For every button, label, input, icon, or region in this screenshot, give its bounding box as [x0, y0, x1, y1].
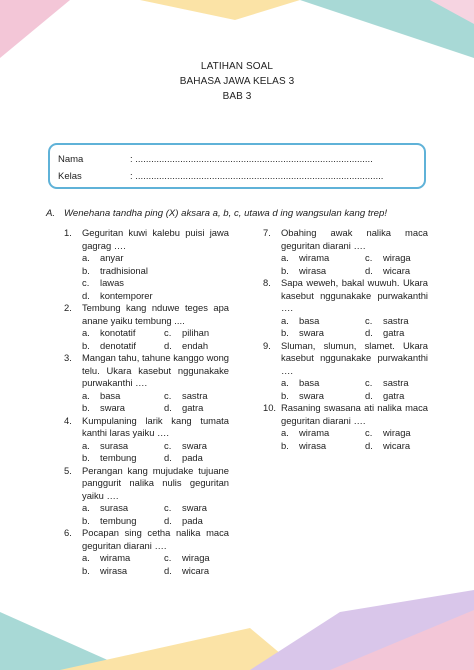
section-letter: A.	[46, 208, 56, 219]
option-row	[82, 340, 229, 353]
option-text: denotatif	[100, 339, 136, 351]
answer-option[interactable]	[365, 265, 410, 278]
page-title: LATIHAN SOAL	[200, 61, 274, 72]
answer-option[interactable]	[82, 277, 229, 290]
option-text: gatra	[383, 389, 405, 401]
option-letter: b.	[82, 564, 90, 576]
option-letter: b.	[82, 264, 90, 276]
option-text: swara	[182, 502, 208, 513]
option-letter: c.	[365, 377, 373, 388]
option-letter: a.	[82, 389, 90, 401]
option-letter: c.	[164, 502, 172, 513]
option-text: gatra	[383, 327, 405, 338]
option-text: wirasa	[299, 439, 327, 451]
question-number: 8.	[263, 277, 271, 288]
option-letter: d.	[82, 289, 90, 301]
option-letter: b.	[82, 514, 90, 526]
option-letter: b.	[281, 264, 289, 276]
option-row	[281, 252, 428, 265]
option-text: basa	[299, 314, 320, 326]
option-letter: d.	[164, 339, 172, 351]
answer-option[interactable]	[164, 552, 210, 565]
option-text: gatra	[182, 402, 204, 413]
option-text: swara	[299, 389, 325, 401]
answer-option[interactable]	[164, 452, 203, 465]
question-number: 5.	[64, 464, 72, 476]
option-letter: b.	[281, 389, 289, 401]
option-text: sastra	[383, 314, 409, 326]
option-letter: c.	[164, 327, 172, 338]
question-item	[64, 415, 229, 465]
option-text: sastra	[383, 377, 409, 388]
option-text: pilihan	[182, 327, 210, 338]
class-field[interactable]: : ..............................................................................................	[130, 171, 384, 182]
option-letter: c.	[365, 427, 373, 438]
option-text: swara	[100, 402, 126, 413]
question-number: 4.	[64, 414, 72, 426]
option-text: basa	[299, 377, 320, 388]
option-letter: c.	[82, 277, 90, 288]
answer-option[interactable]	[164, 440, 207, 453]
option-row	[281, 440, 428, 453]
question-number: 1.	[64, 227, 72, 238]
answer-option[interactable]	[164, 340, 208, 353]
answer-option[interactable]	[82, 290, 229, 303]
question-item	[263, 277, 428, 340]
answer-option[interactable]	[82, 552, 164, 565]
option-text: pada	[182, 452, 203, 463]
option-letter: b.	[82, 402, 90, 413]
option-letter: a.	[281, 377, 289, 388]
answer-option[interactable]	[82, 440, 164, 453]
answer-option[interactable]	[365, 327, 404, 340]
answer-option[interactable]	[82, 502, 164, 515]
questions-column-right	[263, 227, 428, 452]
option-letter: d.	[365, 389, 373, 401]
answer-option[interactable]	[365, 440, 410, 453]
option-letter: d.	[365, 439, 373, 451]
option-text: surasa	[100, 502, 129, 513]
option-letter: d.	[365, 264, 373, 276]
answer-option[interactable]	[164, 390, 208, 403]
question-item	[64, 465, 229, 528]
option-letter: a.	[281, 427, 289, 438]
option-text: endah	[182, 339, 209, 351]
question-item	[263, 340, 428, 403]
option-text: tradhisional	[100, 264, 148, 276]
option-text: swara	[182, 439, 208, 451]
question-item	[263, 402, 428, 452]
option-text: swara	[299, 327, 325, 338]
option-letter: b.	[82, 452, 90, 463]
page-subtitle: BAHASA JAWA KELAS 3	[179, 76, 295, 87]
option-row	[82, 502, 229, 515]
question-text: Kumpulaning larik kang tumata kanthi laras yaiku ….	[82, 414, 229, 438]
option-letter: d.	[164, 402, 172, 413]
answer-option[interactable]	[281, 427, 365, 440]
option-text: kontemporer	[100, 289, 153, 301]
answer-option[interactable]	[281, 327, 365, 340]
option-text: wicara	[383, 264, 411, 276]
option-text: wirasa	[100, 564, 128, 576]
option-text: wicara	[383, 439, 411, 451]
option-letter: d.	[164, 452, 172, 463]
answer-option[interactable]	[82, 390, 164, 403]
question-item	[64, 227, 229, 302]
question-text: Tembung kang nduwe teges apa anane yaiku tembung ....	[82, 302, 229, 326]
option-letter: a.	[82, 327, 90, 338]
question-text: Mangan tahu, tahune kanggo wong telu. Ukara kasebut nggunakake purwakanthi ….	[82, 352, 229, 388]
option-text: wiraga	[182, 552, 210, 563]
option-letter: c.	[164, 552, 172, 563]
answer-option[interactable]	[82, 565, 164, 578]
question-text: Rasaning swasana ati nalika maca geguritan diarani ….	[281, 402, 428, 426]
identity-box	[48, 143, 426, 189]
page-chapter: BAB 3	[222, 91, 252, 102]
option-text: konotatif	[100, 327, 136, 338]
answer-option[interactable]	[82, 340, 164, 353]
question-number: 7.	[263, 227, 271, 238]
question-item	[64, 302, 229, 352]
answer-option[interactable]	[164, 565, 209, 578]
question-text: Geguritan kuwi kalebu puisi jawa gagrag ….	[82, 227, 229, 251]
answer-option[interactable]	[365, 427, 411, 440]
option-letter: a.	[281, 252, 289, 263]
option-letter: c.	[164, 439, 172, 451]
option-text: pada	[182, 514, 203, 526]
answer-option[interactable]	[365, 390, 404, 403]
option-row	[281, 427, 428, 440]
answer-option[interactable]	[281, 390, 365, 403]
question-number: 10.	[263, 402, 277, 413]
option-text: tembung	[100, 452, 137, 463]
option-text: sastra	[182, 389, 208, 401]
option-text: wirama	[100, 552, 131, 563]
option-text: tembung	[100, 514, 137, 526]
answer-option[interactable]	[82, 265, 229, 278]
option-letter: d.	[164, 514, 172, 526]
option-letter: b.	[281, 327, 289, 338]
question-text: Pocapan sing cetha nalika maca geguritan diarani ….	[82, 527, 229, 551]
option-text: lawas	[100, 277, 124, 288]
option-letter: b.	[281, 439, 289, 451]
option-letter: b.	[82, 339, 90, 351]
option-row	[82, 565, 229, 578]
question-item	[64, 352, 229, 415]
answer-option[interactable]	[281, 377, 365, 390]
option-text: wiraga	[383, 252, 411, 263]
option-row	[281, 327, 428, 340]
option-letter: a.	[82, 252, 90, 263]
question-number: 2.	[64, 302, 72, 313]
option-letter: c.	[365, 252, 373, 263]
option-text: basa	[100, 389, 121, 401]
question-item	[64, 527, 229, 577]
option-row	[82, 515, 229, 528]
option-row	[82, 452, 229, 465]
answer-option[interactable]	[82, 515, 164, 528]
option-text: surasa	[100, 439, 129, 451]
question-text: Perangan kang mujudake tujuane panggurit nalika nulis geguritan yaiku ….	[82, 464, 229, 501]
answer-option[interactable]	[365, 252, 411, 265]
answer-option[interactable]	[164, 515, 203, 528]
questions-column-left	[64, 227, 229, 577]
answer-option[interactable]	[281, 265, 365, 278]
answer-option[interactable]	[82, 252, 229, 265]
answer-option[interactable]	[281, 315, 365, 328]
question-number: 9.	[263, 339, 271, 351]
question-item	[263, 227, 428, 277]
name-label: Nama	[58, 154, 84, 165]
option-row	[82, 327, 229, 340]
option-row	[82, 390, 229, 403]
option-row	[82, 552, 229, 565]
section-instruction	[46, 208, 446, 219]
answer-option[interactable]	[82, 327, 164, 340]
question-text: Sapa weweh, bakal wuwuh. Ukara kasebut nggunakake purwakanthi ….	[281, 277, 428, 313]
answer-option[interactable]	[164, 327, 209, 340]
question-number: 6.	[64, 527, 72, 538]
option-letter: a.	[281, 314, 289, 326]
option-row	[82, 440, 229, 453]
option-letter: a.	[82, 439, 90, 451]
instruction-text: Wenehana tandha ping (X) aksara a, b, c, utawa d ing wangsulan kang trep!	[64, 208, 388, 219]
option-text: anyar	[100, 252, 124, 263]
option-text: wicara	[182, 564, 210, 576]
option-row	[281, 265, 428, 278]
answer-option[interactable]	[281, 252, 365, 265]
answer-option[interactable]	[281, 440, 365, 453]
answer-option[interactable]	[164, 402, 203, 415]
class-label: Kelas	[58, 171, 82, 182]
option-row	[281, 315, 428, 328]
question-text: Obahing awak nalika maca geguritan diarani ….	[281, 227, 428, 251]
option-text: wiraga	[383, 427, 411, 438]
option-letter: a.	[82, 552, 90, 563]
answer-option[interactable]	[365, 315, 409, 328]
question-text: Sluman, slumun, slamet. Ukara kasebut nggunakake purwakanthi ….	[281, 339, 428, 376]
option-letter: d.	[164, 564, 172, 576]
option-text: wirama	[299, 427, 330, 438]
answer-option[interactable]	[82, 402, 164, 415]
option-row	[281, 390, 428, 403]
answer-option[interactable]	[365, 377, 409, 390]
option-text: wirasa	[299, 264, 327, 276]
answer-option[interactable]	[164, 502, 207, 515]
name-field[interactable]: : ..........................................................................................	[130, 154, 373, 165]
question-number: 3.	[64, 352, 72, 363]
option-letter: c.	[365, 314, 373, 326]
option-row	[281, 377, 428, 390]
option-text: wirama	[299, 252, 330, 263]
option-letter: c.	[164, 389, 172, 401]
option-letter: d.	[365, 327, 373, 338]
answer-option[interactable]	[82, 452, 164, 465]
option-row	[82, 402, 229, 415]
option-letter: a.	[82, 502, 90, 513]
